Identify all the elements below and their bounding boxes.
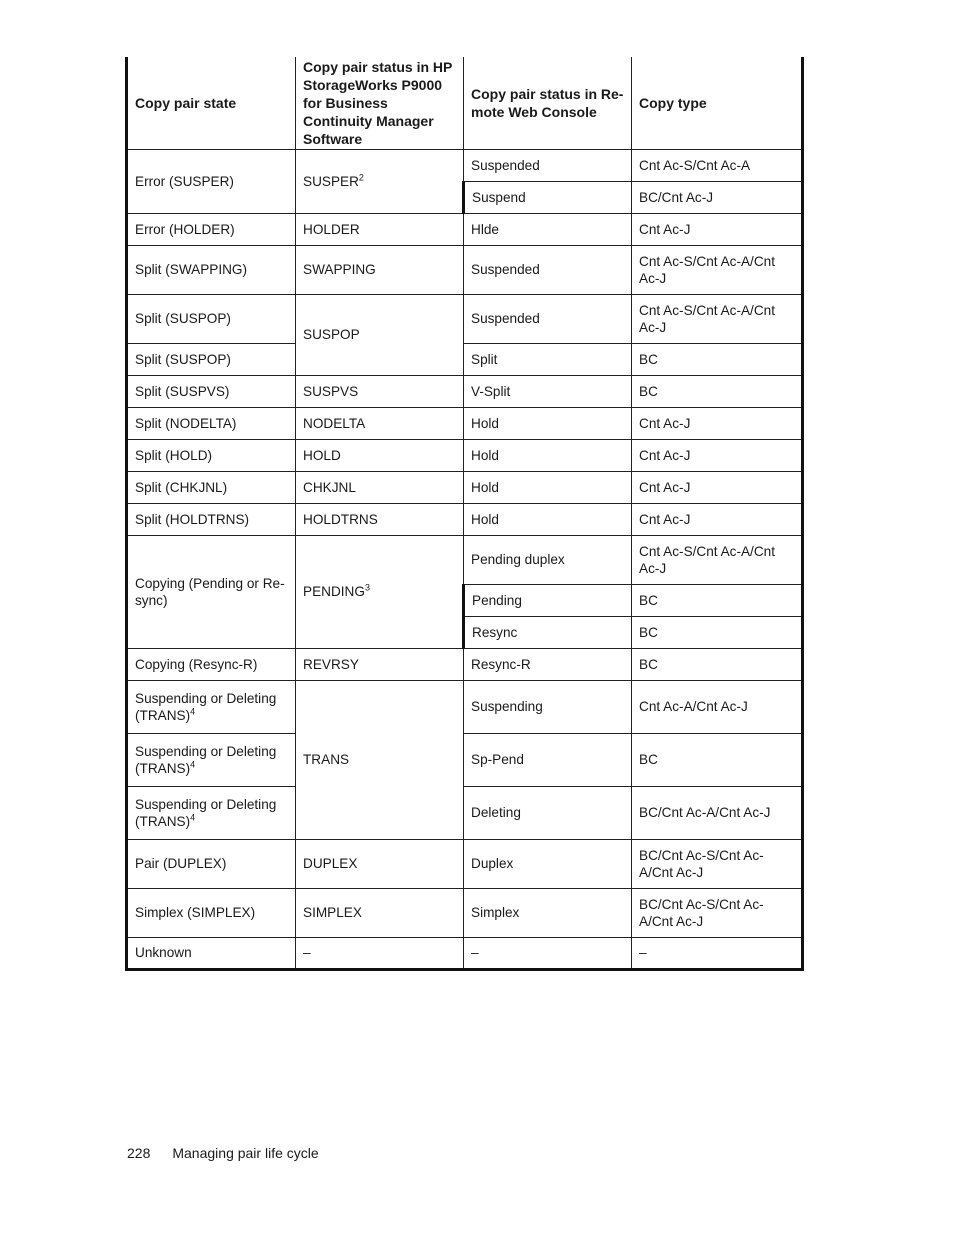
table-header-row (127, 57, 803, 149)
cell-state: Split (SUSPOP) (127, 343, 296, 375)
cell-rwc-status: Hold (464, 503, 632, 535)
footnote-ref: 4 (190, 758, 196, 769)
table-row (127, 535, 803, 584)
header-bcm-status: Copy pair status in HP StorageWorks P9000 for Business Continuity Manager Software (296, 57, 464, 149)
table-row (127, 213, 803, 245)
cell-copy-type: Cnt Ac-J (632, 503, 803, 535)
cell-bcm-status: HOLDTRNS (296, 503, 464, 535)
cell-rwc-status: – (464, 937, 632, 969)
cell-state: Copying (Pending or Re-sync) (127, 535, 296, 648)
cell-state: Unknown (127, 937, 296, 969)
cell-state: Suspending or Deleting (TRANS)$^4$ (127, 786, 296, 839)
cell-state: Simplex (SIMPLEX) (127, 888, 296, 937)
header-copy-pair-state: Copy pair state (127, 57, 296, 149)
table-row (127, 937, 803, 969)
cell-rwc-status: Hold (464, 471, 632, 503)
cell-rwc-status: Suspended (464, 294, 632, 343)
table-row (127, 294, 803, 343)
cell-rwc-status: Pending duplex (464, 535, 632, 584)
header-rwc-status: Copy pair status in Re-mote Web Console (464, 57, 632, 149)
cell-bcm-status: SIMPLEX (296, 888, 464, 937)
copy-pair-status-table (125, 57, 804, 971)
cell-rwc-status: Suspend (464, 181, 632, 213)
cell-rwc-status: Duplex (464, 839, 632, 888)
page-number: 228 (127, 1145, 151, 1161)
cell-state: Error (SUSPER) (127, 149, 296, 213)
cell-copy-type: BC/Cnt Ac-A/Cnt Ac-J (632, 786, 803, 839)
cell-bcm-status: SWAPPING (296, 245, 464, 294)
cell-state: Error (HOLDER) (127, 213, 296, 245)
table-row (127, 839, 803, 888)
table-row (127, 343, 803, 375)
cell-copy-type: Cnt Ac-A/Cnt Ac-J (632, 680, 803, 733)
cell-bcm-status: HOLD (296, 439, 464, 471)
footer-section-title: Managing pair life cycle (172, 1145, 319, 1161)
cell-bcm-status: TRANS (296, 680, 464, 839)
table-row (127, 471, 803, 503)
cell-bcm-status: – (296, 937, 464, 969)
cell-copy-type: BC (632, 733, 803, 786)
cell-copy-type: Cnt Ac-S/Cnt Ac-A/Cnt Ac-J (632, 535, 803, 584)
footnote-ref: 3 (364, 582, 370, 593)
copy-pair-status-table-container (125, 57, 801, 971)
cell-copy-type: Cnt Ac-J (632, 439, 803, 471)
header-copy-type: Copy type (632, 57, 803, 149)
cell-bcm-status: PENDING$^3$ (296, 535, 464, 648)
cell-state: Suspending or Deleting (TRANS)$^4$ (127, 733, 296, 786)
cell-state: Split (CHKJNL) (127, 471, 296, 503)
cell-bcm-status: HOLDER (296, 213, 464, 245)
cell-state: Suspending or Deleting (TRANS)$^4$ (127, 680, 296, 733)
table-row (127, 375, 803, 407)
cell-state: Split (HOLDTRNS) (127, 503, 296, 535)
cell-copy-type: Cnt Ac-S/Cnt Ac-A/Cnt Ac-J (632, 245, 803, 294)
cell-bcm-status: SUSPER$^2$ (296, 149, 464, 213)
table-row (127, 245, 803, 294)
footnote-ref: 2 (358, 171, 364, 182)
cell-copy-type: BC (632, 375, 803, 407)
cell-bcm-status: NODELTA (296, 407, 464, 439)
cell-state: Split (SUSPVS) (127, 375, 296, 407)
cell-copy-type: – (632, 937, 803, 969)
cell-copy-type: BC (632, 584, 803, 616)
cell-copy-type: Cnt Ac-S/Cnt Ac-A/Cnt Ac-J (632, 294, 803, 343)
cell-state: Split (NODELTA) (127, 407, 296, 439)
cell-bcm-status: SUSPVS (296, 375, 464, 407)
cell-copy-type: Cnt Ac-J (632, 213, 803, 245)
cell-rwc-status: Deleting (464, 786, 632, 839)
footnote-ref: 4 (190, 811, 196, 822)
cell-rwc-status: Hold (464, 439, 632, 471)
cell-rwc-status: Hold (464, 407, 632, 439)
cell-copy-type: Cnt Ac-S/Cnt Ac-A (632, 149, 803, 181)
table-row (127, 680, 803, 733)
cell-rwc-status: V-Split (464, 375, 632, 407)
cell-bcm-status: SUSPOP (296, 294, 464, 375)
cell-copy-type: BC (632, 648, 803, 680)
cell-rwc-status: Suspended (464, 245, 632, 294)
table-row (127, 888, 803, 937)
table-row (127, 407, 803, 439)
cell-rwc-status: Pending (464, 584, 632, 616)
cell-rwc-status: Suspended (464, 149, 632, 181)
cell-state: Split (SUSPOP) (127, 294, 296, 343)
table-row (127, 786, 803, 839)
cell-rwc-status: Sp-Pend (464, 733, 632, 786)
cell-rwc-status: Simplex (464, 888, 632, 937)
cell-copy-type: Cnt Ac-J (632, 407, 803, 439)
table-row (127, 733, 803, 786)
cell-copy-type: BC/Cnt Ac-J (632, 181, 803, 213)
cell-rwc-status: Hlde (464, 213, 632, 245)
table-row (127, 648, 803, 680)
cell-bcm-status: DUPLEX (296, 839, 464, 888)
cell-rwc-status: Split (464, 343, 632, 375)
page-footer (127, 1145, 319, 1161)
cell-copy-type: BC (632, 343, 803, 375)
cell-copy-type: BC/Cnt Ac-S/Cnt Ac-A/Cnt Ac-J (632, 888, 803, 937)
table-row (127, 439, 803, 471)
cell-bcm-status: REVRSY (296, 648, 464, 680)
cell-state: Copying (Resync-R) (127, 648, 296, 680)
cell-state: Split (SWAPPING) (127, 245, 296, 294)
cell-copy-type: Cnt Ac-J (632, 471, 803, 503)
cell-copy-type: BC/Cnt Ac-S/Cnt Ac-A/Cnt Ac-J (632, 839, 803, 888)
cell-rwc-status: Suspending (464, 680, 632, 733)
cell-rwc-status: Resync (464, 616, 632, 648)
cell-copy-type: BC (632, 616, 803, 648)
cell-bcm-status: CHKJNL (296, 471, 464, 503)
footnote-ref: 4 (190, 705, 196, 716)
cell-state: Split (HOLD) (127, 439, 296, 471)
table-row (127, 149, 803, 181)
cell-rwc-status: Resync-R (464, 648, 632, 680)
cell-state: Pair (DUPLEX) (127, 839, 296, 888)
table-row (127, 503, 803, 535)
